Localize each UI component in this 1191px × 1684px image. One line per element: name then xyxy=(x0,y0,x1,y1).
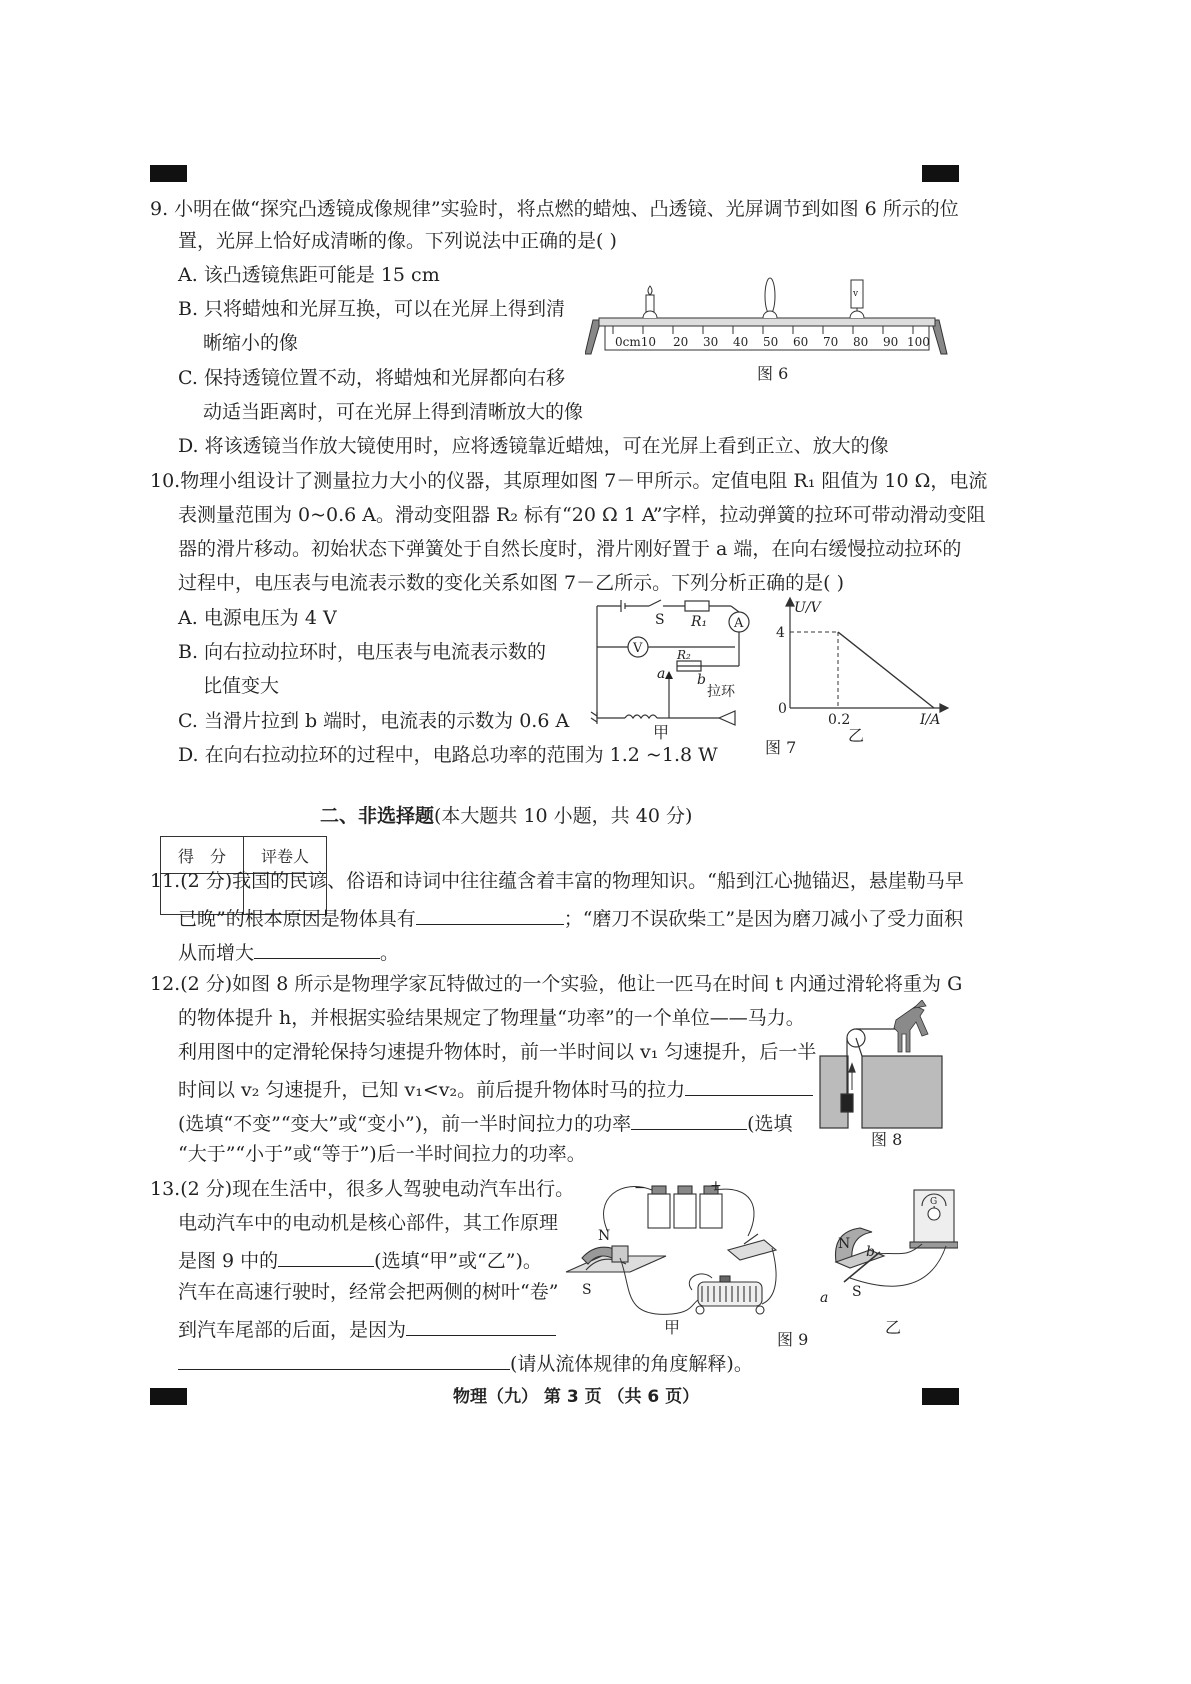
figure-7-caption: 图 7 xyxy=(765,738,797,757)
figure-7-circuit-label: 甲 xyxy=(653,723,670,742)
q10-option-d: D. 在向右拉动拉环的过程中，电路总功率的范围为 1.2 ~1.8 W xyxy=(178,744,718,766)
graph-series-line xyxy=(838,632,934,708)
fig9-right-b: b xyxy=(866,1244,875,1260)
circuit-label-b: b xyxy=(697,672,706,688)
q12-line1: 12.(2 分)如图 8 所示是物理学家瓦特做过的一个实验，他让一匹马在时间 t 内通过滑轮将重为 G xyxy=(150,973,963,995)
q13-line4: 汽车在高速行驶时，经常会把两侧的树叶“卷” xyxy=(178,1281,559,1303)
convex-lens-icon xyxy=(763,278,777,318)
q10-stem-line1: 10.物理小组设计了测量拉力大小的仪器，其原理如图 7－甲所示。定值电阻 R₁ 阻值为 10 Ω，电流 xyxy=(150,470,988,492)
figure-7-circuit xyxy=(585,598,775,748)
graph-xlabel: I/A xyxy=(920,712,941,726)
circuit-label-ring: 拉环 xyxy=(707,684,735,700)
q10-stem-line4: 过程中，电压表与电流表示数的变化关系如图 7－乙所示。下列分析正确的是( ) xyxy=(178,572,844,594)
fig9-right-s: S xyxy=(852,1284,862,1300)
ruler-label-20: 20 xyxy=(673,335,689,349)
q13-line5: 到汽车尾部的后面，是因为 xyxy=(178,1317,556,1340)
fig9-left-n: N xyxy=(598,1228,611,1244)
circuit-label-a: a xyxy=(657,666,666,682)
figure-9-motor-setup xyxy=(562,1178,782,1323)
figure-9-right-label: 乙 xyxy=(885,1318,902,1337)
q9-option-a: A. 该凸透镜焦距可能是 15 cm xyxy=(178,264,440,286)
q9-stem-line1: 9. 小明在做“探究凸透镜成像规律”实验时，将点燃的蜡烛、凸透镜、光屏调节到如图 6 所示的位 xyxy=(150,198,959,220)
q12-line6: “大于”“小于”或“等于”)后一半时间拉力的功率。 xyxy=(178,1143,586,1165)
q13-line3: 是图 9 中的 (选填“甲”或“乙”)。 xyxy=(178,1250,542,1272)
circuit-label-r2: R₂ xyxy=(677,648,691,662)
q12-line2: 的物体提升 h，并根据实验结果规定了物理量“功率”的一个单位——马力。 xyxy=(178,1007,805,1029)
q13-blank-2[interactable] xyxy=(406,1317,556,1336)
q9-option-c-line1: C. 保持透镜位置不动，将蜡烛和光屏都向右移 xyxy=(178,367,565,389)
q12-line5: (选填“不变”“变大”或“变小”)，前一半时间拉力的功率 (选填 xyxy=(178,1113,793,1135)
q10-stem-line2: 表测量范围为 0~0.6 A。滑动变阻器 R₂ 标有“20 Ω 1 A”字样，拉动弹簧的拉环可带动滑动变阻 xyxy=(178,504,986,526)
figure-8-horse-pulley xyxy=(818,1000,943,1130)
screen-icon xyxy=(850,280,864,318)
registration-mark-bottom-right xyxy=(922,1388,959,1405)
section-2-title: 二、非选择题 xyxy=(320,805,435,827)
q9-option-b-line1: B. 只将蜡烛和光屏互换，可以在光屏上得到清 xyxy=(178,298,566,320)
figure-8-caption: 图 8 xyxy=(871,1130,903,1149)
ruler-label-100: 100 xyxy=(907,335,930,349)
svg-text:v: v xyxy=(853,289,859,299)
ruler-label-80: 80 xyxy=(853,335,869,349)
q11-blank-2[interactable] xyxy=(254,940,380,959)
fig9-left-minus: − xyxy=(634,1180,646,1196)
ruler-label-30: 30 xyxy=(703,335,719,349)
ruler-label-60: 60 xyxy=(793,335,809,349)
page-footer: 物理（九） 第 3 页 （共 6 页） xyxy=(453,1387,700,1407)
figure-7-graph-label: 乙 xyxy=(848,726,865,745)
q11-line2: 已晚”的根本原因是物体具有 ；“磨刀不误砍柴工”是因为磨刀减小了受力面积 xyxy=(178,908,964,930)
circuit-label-r1: R₁ xyxy=(691,614,708,630)
section-2-note: (本大题共 10 小题，共 40 分) xyxy=(434,805,693,827)
graph-origin: 0 xyxy=(778,701,787,717)
q13-blank-3[interactable] xyxy=(178,1351,510,1370)
ruler-label-40: 40 xyxy=(733,335,749,349)
grader-header: 评卷人 xyxy=(244,837,327,874)
q9-option-b-line2: 晰缩小的像 xyxy=(203,332,299,354)
q10-option-b-line1: B. 向右拉动拉环时，电压表与电流表示数的 xyxy=(178,641,547,663)
q11-line1: 11.(2 分)我国的民谚、俗语和诗词中往往蕴含着丰富的物理知识。“船到江心抛锚迟，悬崖勒马早 xyxy=(150,870,964,892)
circuit-label-s: S xyxy=(655,612,665,628)
q10-stem-line3: 器的滑片移动。初始状态下弹簧处于自然长度时，滑片刚好置于 a 端，在向右缓慢拉动拉环的 xyxy=(178,538,962,560)
fig9-left-s: S xyxy=(582,1282,592,1298)
q13-line6: (请从流体规律的角度解释)。 xyxy=(178,1351,753,1374)
figure-7-graph xyxy=(770,596,950,726)
figure-6-caption: 图 6 xyxy=(757,364,789,383)
graph-tick-x-0-2: 0.2 xyxy=(828,712,851,726)
q12-line3: 利用图中的定滑轮保持匀速提升物体时，前一半时间以 v₁ 匀速提升，后一半 xyxy=(178,1041,817,1063)
registration-mark-bottom-left xyxy=(150,1388,187,1405)
fig9-right-a: a xyxy=(820,1290,829,1306)
q11-blank-1[interactable] xyxy=(416,906,564,925)
q13-line1: 13.(2 分)现在生活中，很多人驾驶电动汽车出行。 xyxy=(150,1178,575,1200)
ammeter-icon: A xyxy=(734,616,744,631)
q9-stem-line2: 置，光屏上恰好成清晰的像。下列说法中正确的是( ) xyxy=(178,230,617,252)
q12-line4: 时间以 v₂ 匀速提升，已知 v₁<v₂。前后提升物体时马的拉力 xyxy=(178,1077,813,1100)
q13-blank-1[interactable] xyxy=(278,1248,374,1267)
figure-9-left-label: 甲 xyxy=(664,1318,681,1337)
section-2-header xyxy=(320,807,692,826)
figure-9-caption: 图 9 xyxy=(777,1330,809,1349)
q10-option-c: C. 当滑片拉到 b 端时，电流表的示数为 0.6 A xyxy=(178,710,570,732)
ruler-label-70: 70 xyxy=(823,335,839,349)
registration-mark-top-left xyxy=(150,165,187,182)
figure-6-optical-bench xyxy=(585,272,955,367)
graph-ylabel: U/V xyxy=(794,600,821,616)
q9-option-c-line2: 动适当距离时，可在光屏上得到清晰放大的像 xyxy=(203,401,584,423)
fig9-right-n: N xyxy=(838,1236,851,1252)
q10-option-a: A. 电源电压为 4 V xyxy=(178,607,337,629)
voltmeter-icon: V xyxy=(633,641,643,656)
q12-blank-2[interactable] xyxy=(631,1111,747,1130)
q12-blank-1[interactable] xyxy=(685,1077,813,1096)
graph-tick-y-4: 4 xyxy=(776,625,785,641)
q10-option-b-line2: 比值变大 xyxy=(203,675,280,697)
registration-mark-top-right xyxy=(922,165,959,182)
figure-9-generator-setup xyxy=(810,1182,958,1312)
fig9-right-g: G xyxy=(930,1197,938,1207)
ruler-label-0-10: 0cm10 xyxy=(615,335,657,349)
q9-option-d: D. 将该透镜当作放大镜使用时，应将透镜靠近蜡烛，可在光屏上看到正立、放大的像 xyxy=(178,435,889,457)
fig9-left-plus: + xyxy=(710,1178,722,1194)
score-header: 得 分 xyxy=(161,837,244,874)
q11-line3: 从而增大 。 xyxy=(178,942,400,964)
ruler-label-50: 50 xyxy=(763,335,779,349)
ruler-label-90: 90 xyxy=(883,335,899,349)
candle-icon xyxy=(643,286,657,318)
q13-line2: 电动汽车中的电动机是核心部件，其工作原理 xyxy=(178,1212,559,1234)
